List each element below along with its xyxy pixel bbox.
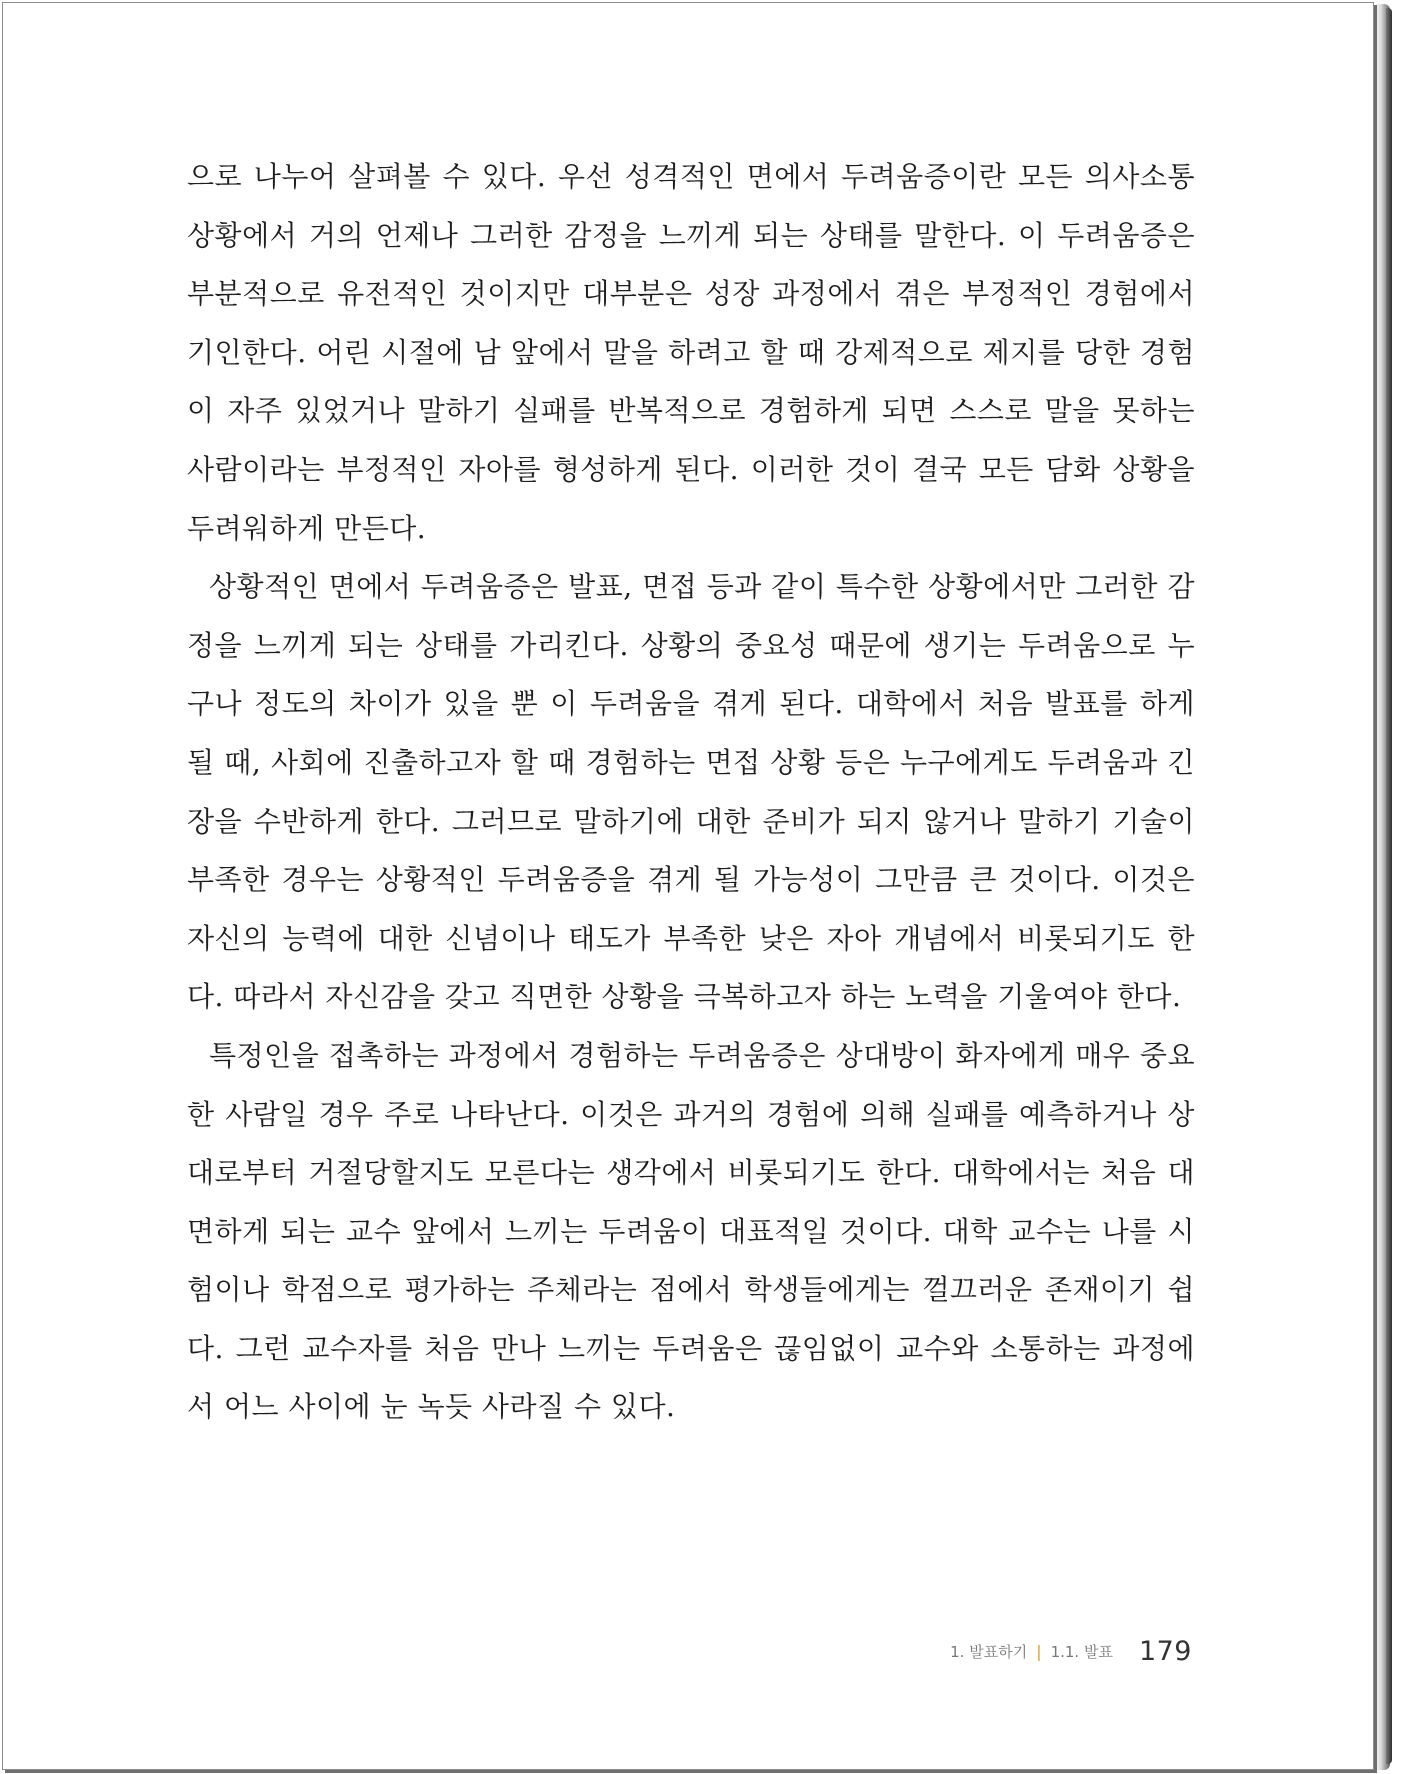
paragraph-1: 으로 나누어 살펴볼 수 있다. 우선 성격적인 면에서 두려움증이란 모든 의사소통 상황에서 거의 언제나 그러한 감정을 느끼게 되는 상태를 말한다. 이 두려움증은 부분적으로 유전적인 것이지만 대부분은 성장 과정에서 겪은 부정적인 경험에서 기인한다. 어린 시절에 남 앞에서 말을 하려고 할 때 강제적으로 제지를 당한 경험이 자주 있었거나 말하기 실패를 반복적으로 경험하게 되면 스스로 말을 못하는 사람이라는 부정적인 자아를 형성하게 된다. 이러한 것이 결국 모든 담화 상황을 두려워하게 만든다. <box>187 160 1195 545</box>
footer-section: 1.1. 발표 <box>1050 1642 1113 1661</box>
book-page <box>2 2 1374 1770</box>
paragraph-2: 상황적인 면에서 두려움증은 발표, 면접 등과 같이 특수한 상황에서만 그러한 감정을 느끼게 되는 상태를 가리킨다. 상황의 중요성 때문에 생기는 두려움으로 누구나 정도의 차이가 있을 뿐 이 두려움을 겪게 된다. 대학에서 처음 발표를 하게 될 때, 사회에 진출하고자 할 때 경험하는 면접 상황 등은 누구에게도 두려움과 긴장을 수반하게 한다. 그러므로 말하기에 대한 준비가 되지 않거나 말하기 기술이 부족한 경우는 상황적인 두려움증을 겪게 될 가능성이 그만큼 큰 것이다. 이것은 자신의 능력에 대한 신념이나 태도가 부족한 낮은 자아 개념에서 비롯되기도 한다. 따라서 자신감을 갖고 직면한 상황을 극복하고자 하는 노력을 기울여야 한다. <box>187 570 1195 1014</box>
footer-chapter: 1. 발표하기 <box>950 1642 1028 1661</box>
page-number: 179 <box>1138 1635 1192 1667</box>
footer-separator: | <box>1036 1641 1042 1661</box>
paragraph-3: 특정인을 접촉하는 과정에서 경험하는 두려움증은 상대방이 화자에게 매우 중요한 사람일 경우 주로 나타난다. 이것은 과거의 경험에 의해 실패를 예측하거나 상대로부터 거절당할지도 모른다는 생각에서 비롯되기도 한다. 대학에서는 처음 대면하게 되는 교수 앞에서 느끼는 두려움이 대표적일 것이다. 대학 교수는 나를 시험이나 학점으로 평가하는 주체라는 점에서 학생들에게는 껄끄러운 존재이기 쉽다. 그런 교수자를 처음 만나 느끼는 두려움은 끊임없이 교수와 소통하는 과정에서 어느 사이에 눈 녹듯 사라질 수 있다. <box>187 1038 1195 1424</box>
page-body-text <box>187 148 1195 1437</box>
page-footer <box>900 1631 1192 1671</box>
page-stack-shadow <box>1386 8 1392 1764</box>
